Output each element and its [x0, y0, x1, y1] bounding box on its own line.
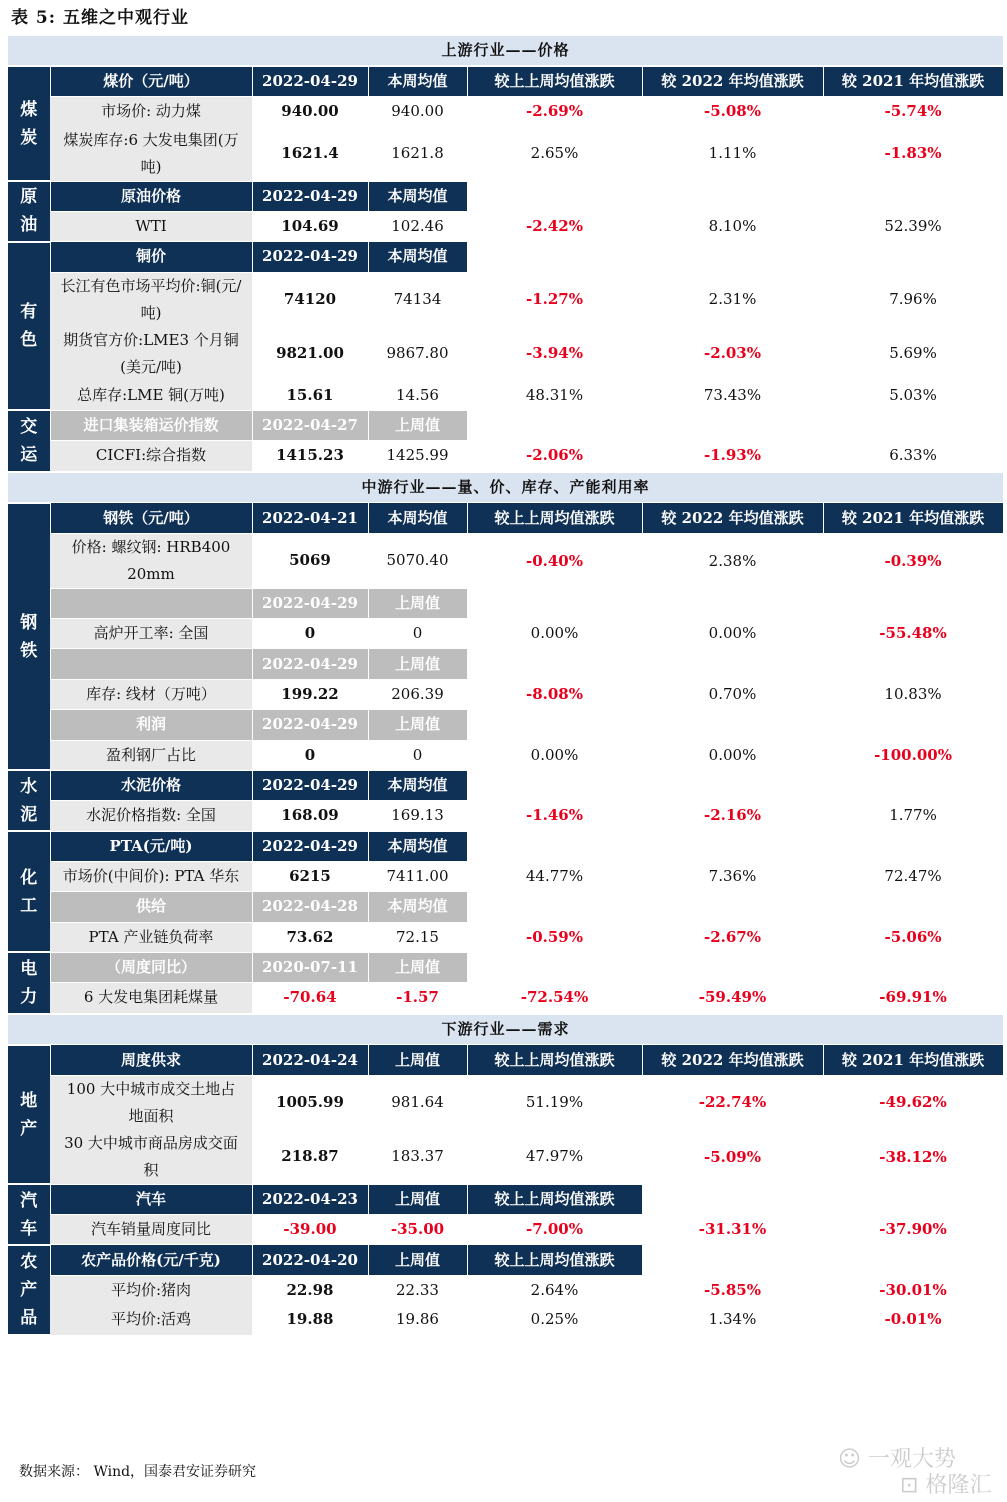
table-cell: -5.09% — [703, 1147, 761, 1166]
table-cell: 6215 — [289, 867, 331, 886]
table-cell: 2.65% — [530, 144, 579, 163]
table-cell: -5.74% — [884, 102, 942, 121]
table-cell: 上周值 — [368, 410, 467, 440]
table-cell: 1621.8 — [391, 144, 444, 163]
table-cell: 较 2022 年均值涨跌 — [642, 1045, 823, 1075]
row-label: 总库存:LME 铜(万吨) — [50, 381, 252, 411]
category-label: 电 力 — [8, 952, 50, 1013]
table-cell: 5069 — [289, 551, 331, 570]
table-cell: -5.08% — [703, 102, 761, 121]
row-label: PTA 产业链负荷率 — [50, 922, 252, 952]
table-cell: -55.48% — [879, 624, 947, 643]
category-label: 地 产 — [8, 1045, 50, 1184]
table-cell: -59.49% — [698, 988, 767, 1007]
table-row — [8, 619, 1003, 649]
table-cell — [823, 710, 1003, 740]
table-cell: 22.33 — [396, 1280, 439, 1299]
row-label: CICFI:综合指数 — [50, 441, 252, 472]
table-cell — [823, 892, 1003, 922]
table-row — [8, 503, 1003, 533]
table-cell: 22.98 — [286, 1280, 334, 1299]
table-cell: 73.43% — [703, 385, 762, 404]
table-cell — [823, 181, 1003, 211]
table-cell: 2.31% — [708, 289, 757, 308]
table-cell: 1425.99 — [386, 446, 449, 465]
table-cell: -38.12% — [879, 1147, 947, 1166]
table-cell: 0 — [304, 745, 316, 764]
table-cell: 本周均值 — [368, 66, 467, 96]
table-cell: 2022-04-28 — [252, 892, 368, 922]
table-cell — [823, 1184, 1003, 1214]
table-cell — [467, 770, 642, 800]
table-cell — [823, 410, 1003, 440]
table-row — [8, 952, 1003, 982]
table-cell — [823, 1245, 1003, 1275]
table-cell: 较上上周均值涨跌 — [467, 1045, 642, 1075]
table-cell — [823, 831, 1003, 861]
table-row — [8, 983, 1003, 1014]
table-cell: -100.00% — [874, 745, 952, 764]
table-cell: 2022-04-21 — [252, 503, 368, 533]
table-cell — [642, 242, 823, 272]
table-cell: 1005.99 — [276, 1093, 344, 1112]
table-cell: -2.06% — [525, 446, 583, 465]
table-row — [8, 649, 1003, 679]
table-cell: 较 2021 年均值涨跌 — [823, 66, 1003, 96]
section-row — [8, 472, 1003, 503]
table-cell: 0.00% — [708, 624, 757, 643]
table-cell: 14.56 — [396, 385, 439, 404]
table-row — [8, 770, 1003, 800]
table-cell: 2022-04-29 — [252, 181, 368, 211]
table-cell: 102.46 — [391, 217, 444, 236]
row-label: 水泥价格指数: 全国 — [50, 801, 252, 831]
row-label: PTA(元/吨) — [50, 831, 252, 861]
table-cell: -31.31% — [698, 1220, 767, 1239]
row-label: WTI — [50, 211, 252, 241]
table-cell: -2.42% — [525, 217, 583, 236]
table-cell: 48.31% — [525, 385, 584, 404]
table-cell: 本周均值 — [368, 181, 467, 211]
table-row — [8, 922, 1003, 952]
table-cell: -7.00% — [525, 1220, 583, 1239]
table-cell: 上周值 — [368, 710, 467, 740]
table-cell: 1415.23 — [276, 446, 344, 465]
table-cell: 0.00% — [530, 745, 579, 764]
table-cell: 0.00% — [708, 745, 757, 764]
section-title: 上游行业——价格 — [8, 35, 1003, 66]
table-cell: 51.19% — [525, 1093, 584, 1112]
table-row — [8, 66, 1003, 96]
table-cell: 206.39 — [391, 684, 444, 703]
table-cell: 168.09 — [281, 806, 339, 825]
table-cell: 104.69 — [281, 217, 339, 236]
row-label: 高炉开工率: 全国 — [50, 619, 252, 649]
row-label: 库存: 线材（万吨） — [50, 679, 252, 709]
row-label: 100 大中城市成交土地占地面积 — [50, 1075, 252, 1130]
category-label: 汽 车 — [8, 1184, 50, 1245]
table-cell: 上周值 — [368, 588, 467, 618]
table-cell: -5.06% — [884, 927, 942, 946]
table-row — [8, 381, 1003, 411]
table-row — [8, 1305, 1003, 1334]
table-cell: 5070.40 — [386, 551, 449, 570]
table-cell: 1.77% — [889, 806, 937, 825]
table-cell: 上周值 — [368, 1245, 467, 1275]
table-cell: -1.83% — [884, 144, 942, 163]
table-cell: 9821.00 — [276, 344, 344, 363]
row-label: 市场价: 动力煤 — [50, 97, 252, 127]
table-cell — [467, 242, 642, 272]
table-cell: 本周均值 — [368, 242, 467, 272]
table-cell: -0.39% — [884, 551, 942, 570]
table-row — [8, 211, 1003, 241]
table-cell: -2.67% — [703, 927, 761, 946]
table-cell — [642, 1184, 823, 1214]
table-cell: 较上上周均值涨跌 — [467, 66, 642, 96]
table-row — [8, 97, 1003, 127]
gelonghui-logo-icon: ⊡ — [900, 1473, 919, 1498]
table-cell: -3.94% — [525, 344, 583, 363]
table-row — [8, 181, 1003, 211]
table-row — [8, 801, 1003, 831]
table-cell — [467, 892, 642, 922]
table-caption: 表 5: 五维之中观行业 — [11, 8, 189, 28]
table-cell: 2.64% — [530, 1280, 579, 1299]
table-cell: 较 2022 年均值涨跌 — [642, 503, 823, 533]
table-cell: 1.11% — [708, 144, 757, 163]
table-cell: -35.00 — [390, 1220, 445, 1239]
row-label: 盈利钢厂占比 — [50, 740, 252, 770]
category-label: 化 工 — [8, 831, 50, 952]
table-cell: 2022-04-29 — [252, 831, 368, 861]
table-cell: 47.97% — [525, 1147, 584, 1166]
table-cell: 5.69% — [889, 344, 937, 363]
table-cell: 52.39% — [884, 217, 942, 236]
row-label: 期货官方价:LME3 个月铜(美元/吨) — [50, 327, 252, 381]
wechat-icon: ☺ — [838, 1447, 861, 1472]
table-row — [8, 1215, 1003, 1245]
section-title: 下游行业——需求 — [8, 1014, 1003, 1045]
row-label: 30 大中城市商品房成交面积 — [50, 1130, 252, 1185]
table-cell: -2.03% — [703, 344, 761, 363]
table-cell — [642, 410, 823, 440]
table-cell — [823, 242, 1003, 272]
table-cell: 9867.80 — [386, 344, 449, 363]
table-row — [8, 1184, 1003, 1214]
table-cell: -2.16% — [703, 806, 761, 825]
category-label: 水 泥 — [8, 770, 50, 831]
watermark-text: ☺ 一观大势 — [838, 1447, 956, 1472]
table-cell — [642, 1245, 823, 1275]
table-cell: 44.77% — [525, 867, 584, 886]
row-label: 汽车 — [50, 1184, 252, 1214]
row-label: 农产品价格(元/千克) — [50, 1245, 252, 1275]
table-cell: 2.38% — [708, 551, 757, 570]
table-row — [8, 1045, 1003, 1075]
macro-industry-table — [8, 34, 1004, 1336]
table-cell: 73.62 — [286, 927, 334, 946]
table-cell: -1.93% — [703, 446, 761, 465]
table-row — [8, 588, 1003, 618]
table-cell: 2022-04-29 — [252, 588, 368, 618]
row-label: 市场价(中间价): PTA 华东 — [50, 861, 252, 891]
table-cell — [642, 831, 823, 861]
table-cell: 74120 — [283, 290, 337, 309]
row-label: （周度同比） — [50, 952, 252, 982]
table-cell: -30.01% — [879, 1280, 947, 1299]
table-row — [8, 410, 1003, 440]
data-source-note: 数据来源： Wind，国泰君安证券研究 — [19, 1464, 257, 1480]
table-cell — [823, 770, 1003, 800]
section-row — [8, 35, 1003, 66]
table-cell: 2022-04-29 — [252, 649, 368, 679]
row-label: 汽车销量周度同比 — [50, 1215, 252, 1245]
table-cell — [642, 952, 823, 982]
table-row — [8, 441, 1003, 472]
table-cell: 940.00 — [391, 102, 444, 121]
table-cell: 2022-04-29 — [252, 710, 368, 740]
table-cell: 72.47% — [884, 867, 942, 886]
row-label: 煤价（元/吨） — [50, 66, 252, 96]
table-cell — [642, 181, 823, 211]
table-cell — [467, 181, 642, 211]
section-row — [8, 1014, 1003, 1045]
table-cell: -70.64 — [283, 988, 337, 1007]
table-cell: 19.86 — [396, 1310, 439, 1329]
row-label: 供给 — [50, 892, 252, 922]
table-cell — [642, 770, 823, 800]
table-cell: 0.70% — [708, 684, 757, 703]
table-cell: 2022-04-29 — [252, 66, 368, 96]
table-cell: 7411.00 — [386, 867, 449, 886]
table-cell — [467, 410, 642, 440]
table-cell: 较上上周均值涨跌 — [467, 1184, 642, 1214]
watermark-logo: ⊡ 格隆汇 — [900, 1473, 992, 1498]
table-cell: -0.01% — [884, 1310, 942, 1329]
table-cell: -39.00 — [283, 1220, 337, 1239]
table-cell: 1621.4 — [281, 144, 339, 163]
table-cell: 183.37 — [391, 1147, 444, 1166]
table-row — [8, 892, 1003, 922]
table-cell: 本周均值 — [368, 503, 467, 533]
table-cell: 10.83% — [884, 684, 942, 703]
table-cell — [467, 588, 642, 618]
table-cell — [642, 588, 823, 618]
table-cell: 本周均值 — [368, 892, 467, 922]
table-cell: -49.62% — [879, 1093, 947, 1112]
table-cell — [642, 892, 823, 922]
category-label: 煤 炭 — [8, 66, 50, 181]
table-cell: -0.40% — [525, 551, 583, 570]
table-cell: 15.61 — [286, 385, 334, 404]
category-label: 交 运 — [8, 410, 50, 471]
table-cell: 较上上周均值涨跌 — [467, 503, 642, 533]
table-row — [8, 1275, 1003, 1305]
table-cell: -37.90% — [879, 1220, 947, 1239]
table-cell — [467, 649, 642, 679]
row-label: 水泥价格 — [50, 770, 252, 800]
table-cell: 7.96% — [889, 289, 937, 308]
row-label: 长江有色市场平均价:铜(元/吨) — [50, 272, 252, 327]
row-label: 煤炭库存:6 大发电集团(万吨) — [50, 127, 252, 182]
row-label: 平均价:活鸡 — [50, 1305, 252, 1334]
table-cell: -0.59% — [525, 927, 583, 946]
table-cell: -8.08% — [525, 684, 583, 703]
table-cell: 7.36% — [708, 867, 757, 886]
table-row — [8, 740, 1003, 770]
table-cell: 2022-04-27 — [252, 410, 368, 440]
row-label: 价格: 螺纹钢: HRB400 20mm — [50, 533, 252, 588]
table-cell: 较 2021 年均值涨跌 — [823, 1045, 1003, 1075]
table-row — [8, 710, 1003, 740]
row-label: 钢铁（元/吨） — [50, 503, 252, 533]
table-cell: 2020-07-11 — [252, 952, 368, 982]
row-label — [50, 649, 252, 679]
row-label: 周度供求 — [50, 1045, 252, 1075]
table-cell: 2022-04-20 — [252, 1245, 368, 1275]
table-cell: 0 — [412, 624, 423, 643]
table-cell: 2022-04-29 — [252, 242, 368, 272]
table-cell — [823, 649, 1003, 679]
table-cell: 2022-04-24 — [252, 1045, 368, 1075]
table-row — [8, 679, 1003, 709]
category-label: 原 油 — [8, 181, 50, 242]
table-cell: -2.69% — [525, 102, 583, 121]
category-label: 钢 铁 — [8, 503, 50, 770]
section-title: 中游行业——量、价、库存、产能利用率 — [8, 472, 1003, 503]
table-cell — [823, 588, 1003, 618]
table-cell: -22.74% — [698, 1093, 767, 1112]
table-row — [8, 831, 1003, 861]
table-cell: -69.91% — [879, 988, 947, 1007]
table-cell: 2022-04-29 — [252, 770, 368, 800]
table-cell — [642, 710, 823, 740]
table-cell: 较上上周均值涨跌 — [467, 1245, 642, 1275]
table-cell: -5.85% — [703, 1280, 761, 1299]
table-cell: 74134 — [393, 290, 442, 309]
table-cell: 0.25% — [530, 1310, 579, 1329]
row-label: 利润 — [50, 710, 252, 740]
table-cell — [823, 952, 1003, 982]
table-cell — [467, 710, 642, 740]
table-cell: 940.00 — [281, 102, 339, 121]
table-cell: 1.34% — [708, 1310, 757, 1329]
table-row — [8, 242, 1003, 272]
table-cell: 8.10% — [708, 217, 757, 236]
table-cell: 上周值 — [368, 649, 467, 679]
table-cell: 5.03% — [889, 385, 937, 404]
table-cell: -1.57 — [396, 988, 439, 1007]
table-cell: 0 — [412, 745, 423, 764]
table-cell: 较 2021 年均值涨跌 — [823, 503, 1003, 533]
table-cell — [642, 649, 823, 679]
table-row — [8, 1245, 1003, 1275]
row-label: 平均价:猪肉 — [50, 1275, 252, 1305]
table-cell: 本周均值 — [368, 831, 467, 861]
category-label: 有 色 — [8, 242, 50, 411]
table-cell: 较 2022 年均值涨跌 — [642, 66, 823, 96]
row-label: 6 大发电集团耗煤量 — [50, 983, 252, 1014]
table-cell: -72.54% — [520, 988, 589, 1007]
table-cell: 上周值 — [368, 952, 467, 982]
table-cell: 218.87 — [281, 1147, 339, 1166]
category-label: 农 产 品 — [8, 1245, 50, 1335]
table-cell: -1.27% — [525, 289, 583, 308]
table-cell: -1.46% — [525, 806, 583, 825]
table-cell: 981.64 — [391, 1093, 444, 1112]
table-cell: 0.00% — [530, 624, 579, 643]
table-cell: 169.13 — [391, 806, 444, 825]
table-cell: 本周均值 — [368, 770, 467, 800]
row-label: 原油价格 — [50, 181, 252, 211]
table-cell: 0 — [304, 624, 316, 643]
row-label: 铜价 — [50, 242, 252, 272]
table-cell: 72.15 — [396, 927, 439, 946]
table-cell: 2022-04-23 — [252, 1184, 368, 1214]
table-cell: 6.33% — [889, 446, 937, 465]
table-cell: 上周值 — [368, 1045, 467, 1075]
table-cell: 上周值 — [368, 1184, 467, 1214]
table-cell — [467, 952, 642, 982]
row-label: 进口集装箱运价指数 — [50, 410, 252, 440]
table-cell: 19.88 — [286, 1310, 334, 1329]
table-cell — [467, 831, 642, 861]
row-label — [50, 588, 252, 618]
table-cell: 199.22 — [281, 684, 339, 703]
